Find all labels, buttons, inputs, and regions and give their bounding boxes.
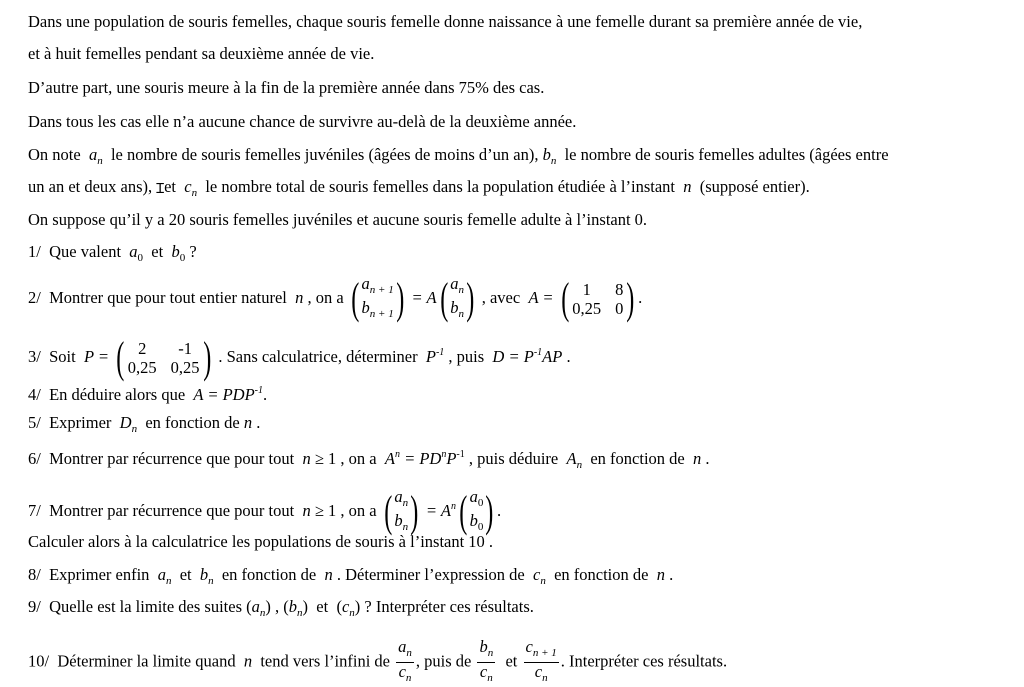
- text: (supposé entier).: [699, 177, 810, 196]
- math-b0: $b_0$: [171, 242, 186, 264]
- text: Quelle est la limite des suites: [49, 597, 243, 616]
- question-6: 6/ Montrer par récurrence que pour tout n ≥ 1 , on a $A^n = PD^nP^{-1}$ , puis déduire $A_n$ en fonction de n .: [28, 449, 710, 471]
- text: le nombre de souris femelles adultes (âgées entre: [564, 145, 889, 164]
- text: . Sans calculatrice, déterminer: [218, 346, 418, 366]
- math-a0: $a_0$: [129, 242, 144, 264]
- math-seq-b: $(b_n)$: [283, 597, 309, 619]
- question-7: 7/ Montrer par récurrence que pour tout n ≥ 1 , on a ( $a_n$ $b_n$ ) = $A^n$ ( $a_0$ $b_0$ ) .: [28, 487, 502, 536]
- text: le nombre total de souris femelles dans la population étudiée à l’instant: [205, 177, 676, 196]
- math-equals-A-n: = $A^n$: [425, 500, 456, 520]
- question-number: 1/: [28, 242, 41, 261]
- text: Que valent: [49, 242, 122, 261]
- question-10: [28, 638, 727, 687]
- math-equals-A: = A: [411, 287, 437, 307]
- text-cursor-icon: Ɪ: [156, 182, 165, 197]
- question-1: [28, 242, 197, 268]
- fraction-bn-cn: $\frac{b_n}{c_n}$: [479, 637, 494, 684]
- question-number: 6/: [28, 449, 41, 468]
- question-9: 9/ Quelle est la limite des suites $(a_n)$ , $(b_n)$ et $(c_n)$ ? Interpréter ces résultats.: [28, 597, 534, 619]
- intro-line-5: [28, 145, 889, 171]
- fraction-cn1-cn: $\frac{c_{n + 1}}{c_n}$: [525, 637, 557, 684]
- text: tend vers l’infini de: [260, 651, 390, 671]
- text: en fonction de: [145, 413, 240, 432]
- text: et: [164, 177, 177, 196]
- vector-an1-bn1: ( $a_{n + 1}$ $b_{n + 1}$ ): [351, 274, 405, 323]
- text: et: [505, 651, 518, 671]
- vector-an-bn: ( $a_n$ $b_n$ ): [439, 274, 475, 323]
- math-n: n: [295, 287, 304, 307]
- math-n: n: [324, 565, 333, 584]
- text: en fonction de: [221, 565, 317, 584]
- math-P-inverse: $P^{-1}$: [425, 346, 445, 366]
- text: ?: [189, 242, 197, 261]
- question-number: 7/: [28, 500, 41, 520]
- math-D-n: $D_n$: [119, 413, 138, 435]
- math-c-n: $c_n$: [184, 177, 198, 199]
- text: Déterminer la limite quand: [57, 651, 236, 671]
- question-8: 8/ Exprimer enfin $a_n$ et $b_n$ en fonction de n . Déterminer l’expression de $c_n$ en fonction de n .: [28, 565, 674, 587]
- text: , on a: [340, 500, 377, 520]
- question-number: 2/: [28, 287, 41, 307]
- question-5: 5/ Exprimer $D_n$ en fonction de n .: [28, 413, 261, 435]
- question-2: 2/ Montrer que pour tout entier naturel n , on a ( $a_{n + 1}$ $b_{n + 1}$ ) = A ( $a_n$ $b_n$ ) , avec A = ( 1 8 0,25 0 ) .: [28, 274, 643, 323]
- question-number: 4/: [28, 385, 41, 404]
- math-n-geq-1: n ≥ 1: [302, 449, 337, 468]
- math-b-n: $b_n$: [199, 565, 214, 587]
- text: , on a: [307, 287, 344, 307]
- calc-line: Calculer alors à la calculatrice les populations de souris à l’instant 10 .: [28, 532, 494, 551]
- math-a-n: $a_n$: [88, 145, 103, 167]
- text: , puis de: [415, 651, 472, 671]
- intro-line-3: D’autre part, une souris meure à la fin de la première année dans 75% des cas.: [28, 78, 545, 97]
- matrix-P: ( 2 -1 0,25 0,25 ): [116, 333, 211, 382]
- matrix-cell: 0,25: [170, 358, 200, 377]
- text: , avec: [481, 287, 521, 307]
- math-b-n: $b_n$: [542, 145, 557, 167]
- question-4: 4/ En déduire alors que $A = PDP^{-1}$.: [28, 385, 268, 404]
- matrix-cell: 8: [615, 280, 624, 299]
- text: et: [316, 597, 329, 616]
- text: Montrer que pour tout entier naturel: [49, 287, 287, 307]
- matrix-cell: 0,25: [127, 358, 157, 377]
- vector-an-bn: ( $a_n$ $b_n$ ): [384, 487, 419, 536]
- question-3: 3/ Soit P = ( 2 -1 0,25 0,25 ) . Sans calculatrice, déterminer $P^{-1}$ , puis $D = P^{-1}AP$ .: [28, 333, 571, 382]
- matrix-cell: 0: [615, 299, 624, 318]
- math-A-power: $A^n = PD^nP^{-1}$: [384, 449, 465, 468]
- question-number: 10/: [28, 651, 50, 671]
- math-D-def: $D = P^{-1}AP$: [492, 346, 563, 366]
- text: , puis: [448, 346, 485, 366]
- math-P-equals: P =: [83, 346, 109, 366]
- text: En déduire alors que: [49, 385, 186, 404]
- text: , puis déduire: [468, 449, 559, 468]
- text: et: [151, 242, 164, 261]
- intro-line-1: Dans une population de souris femelles, chaque souris femelle donne naissance à une femelle durant sa première année de vie,: [28, 12, 863, 31]
- math-a-n: $a_n$: [157, 565, 172, 587]
- text: , on a: [340, 449, 377, 468]
- question-number: 3/: [28, 346, 41, 366]
- question-number: 5/: [28, 413, 41, 432]
- text: Montrer par récurrence que pour tout: [49, 449, 295, 468]
- text: On note: [28, 145, 81, 164]
- intro-line-6: [28, 177, 810, 203]
- text: . Interpréter ces résultats.: [560, 651, 728, 671]
- text: le nombre de souris femelles juvéniles (âgées de moins d’un an),: [110, 145, 539, 164]
- intro-line-4: Dans tous les cas elle n’a aucune chance de survivre au-delà de la deuxième année.: [28, 112, 577, 131]
- text: Montrer par récurrence que pour tout: [49, 500, 295, 520]
- math-n: n: [243, 651, 253, 671]
- text: un an et deux ans),: [28, 177, 153, 196]
- intro-line-2: et à huit femelles pendant sa deuxième année de vie.: [28, 44, 375, 63]
- math-c-n: $c_n$: [532, 565, 546, 587]
- text: ? Interpréter ces résultats.: [364, 597, 534, 616]
- vector-a0-b0: ( $a_0$ $b_0$ ): [459, 487, 494, 536]
- text: . Déterminer l’expression de: [336, 565, 525, 584]
- math-seq-c: $(c_n)$: [336, 597, 361, 619]
- text: en fonction de: [554, 565, 649, 584]
- text: Exprimer: [49, 413, 112, 432]
- math-n: n: [692, 449, 702, 468]
- math-A-equals: A =: [528, 287, 554, 307]
- question-number: 8/: [28, 565, 41, 584]
- math-n: n: [683, 177, 692, 196]
- matrix-cell: 0,25: [572, 299, 602, 318]
- text: et: [179, 565, 192, 584]
- math-n: n: [656, 565, 665, 584]
- math-A-n: $A_n$: [566, 449, 583, 471]
- matrix-A: ( 1 8 0,25 0 ): [560, 274, 635, 323]
- text: Soit: [49, 346, 76, 366]
- math-n: n: [243, 413, 253, 432]
- matrix-cell: -1: [178, 339, 192, 358]
- matrix-cell: 2: [138, 339, 147, 358]
- intro-line-7: On suppose qu’il y a 20 souris femelles juvéniles et aucune souris femelle adulte à l’instant 0.: [28, 210, 648, 229]
- math-n-geq-1: n ≥ 1: [302, 500, 337, 520]
- question-number: 9/: [28, 597, 41, 616]
- math-seq-a: $(a_n)$: [246, 597, 271, 619]
- text: en fonction de: [590, 449, 685, 468]
- math-A-PDP: $A = PDP^{-1}$: [193, 385, 264, 404]
- text: Exprimer enfin: [49, 565, 150, 584]
- fraction-an-cn: $\frac{a_n}{c_n}$: [398, 637, 412, 684]
- matrix-cell: 1: [582, 280, 591, 299]
